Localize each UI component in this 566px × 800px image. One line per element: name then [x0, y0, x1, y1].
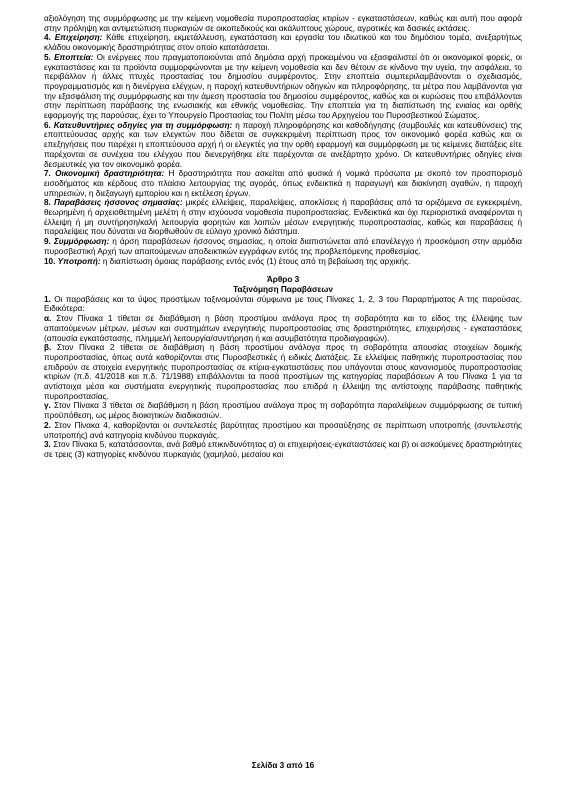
paragraph-number: 3. — [44, 440, 51, 450]
intro-paragraph: αξιολόγηση της συμμόρφωσης με την κείμενη νομοθεσία πυροπροστασίας κτιρίων - εγκαταστάσεων, καθώς και αυτή που αφορά στην πρόληψη και αντιμετώπιση πυρκαγιών σε οικοπεδικούς και ακάλυπτους χώρους, αγροτικές και δασικές εκτάσεις. — [44, 14, 522, 33]
definition-number: 9. — [44, 237, 51, 247]
definition-item — [44, 121, 522, 170]
definition-term: Οικονομική δραστηριότητα: — [55, 169, 165, 179]
article-title: Ταξινόμηση Παραβάσεων — [233, 284, 333, 294]
definition-number: 10. — [44, 256, 56, 266]
definition-text: μικρές ελλείψεις, παραλείψεις, αποκλίσεις ή παραβάσεις από τα οριζόμενα σε εγκεκριμένη, θεωρημένη ή αρχειοθετημένη μελέτη ή στην ισχύουσα νομοθεσία πυροπροστασίας. Ενδεικτικά και όχι περιοριστικά αναφέρονται η έλλειψη ή μη συντήρηση/καλή λειτουργία φορητών και λοιπών μέσων ενεργητικής πυροπροστασίας, καθώς και παραβάσεις ή παραλείψεις που δύναται να διορθωθούν σε εύλογο χρονικό διάστημα. — [44, 198, 523, 237]
item-text: Στον Πίνακα 2 τίθεται σε διαβάθμιση η βάση προστίμου ανάλογα προς τη σοβαρότητα απουσίας στοιχείων δομικής πυροπροστασίας, όπως αυτά καθορίζονται στις Πυροσβεστικές ή ειδικές Διατάξεις. Σε ελλείψεις παθητικής πυροπροστασίας που επιδρούν σε στοιχεία ενεργητικής πυροπροστασίας σε κτίρια-εγκαταστάσεις που υπάγονται στους κανονισμούς πυροπροστασίας κτιρίων (π.δ. 41/2018 και π.δ. 71/1988) επιβάλλονται τα ποσά προστίμων της κατηγορίας παραβάσεων Α του Πίνακα 1 για τα αντίστοιχα μέσα και συστήματα ενεργητικής πυροπροστασίας που επιδρά η έλλειψη της αντίστοιχης παράβασης παθητικής πυροπροστασίας. — [44, 343, 522, 401]
spacer — [44, 266, 522, 275]
definition-number: 6. — [44, 120, 51, 130]
definition-term: Υποτροπή: — [57, 256, 101, 266]
definition-text: Η δραστηριότητα που ασκείται από φυσικά ή νομικά πρόσωπα με σκοπό τον προσπορισμό εισοδήματος και κέρδους στο πλαίσιο λειτουργίας της αγοράς, όπως ενδεικτικά η παραγωγή και διακίνηση αγαθών, η παροχή υπηρεσιών, η διεξαγωγή εμπορίου και η εκτέλεση έργων. — [44, 169, 523, 198]
definition-term: Επιχείρηση: — [54, 33, 103, 43]
page-footer: Σελίδα 3 από 16 — [251, 761, 315, 770]
definition-number: 7. — [44, 169, 51, 179]
article-item — [44, 401, 522, 420]
paragraph-number: 1. — [44, 294, 51, 304]
article-number: Άρθρο 3 — [266, 275, 300, 285]
item-text: Στον Πίνακα 1 τίθεται σε διαβάθμιση η βάση προστίμου ανάλογα προς τη σοβαρότητα και το είδος της έλλειψης των απαιτούμενων μέτρων, μέσων και συστημάτων ενεργητικής πυροπροστασίας στις δραστηριότητες, επιχειρήσεις - εγκαταστάσεις (απουσία εγκατάστασης, πλημμελή λειτουργία/συντήρηση ή και ασυμβατότητα προδιαγραφών). — [44, 314, 522, 343]
definition-text: η διαπίστωση όμοιας παράβασης εντός ενός (1) έτους από τη βεβαίωση της αρχικής. — [100, 256, 411, 266]
item-letter: α. — [44, 314, 52, 324]
definition-item — [44, 169, 522, 198]
definition-item — [44, 257, 522, 267]
definition-term: Συμμόρφωση: — [53, 237, 110, 247]
definition-text: Οι ενέργειες που πραγματοποιούνται από δημόσια αρχή προκειμένου να εξασφαλιστεί ότι οι οικονομικοί φορείς, οι εγκαταστάσεις και τα προϊόντα συμμορφώνονται με την κείμενη νομοθεσία και δεν θέτουν σε κίνδυνο την υγεία, την ασφάλεια, το περιβάλλον ή άλλες πτυχές προστασίας του δημοσίου συμφέροντος. Στην εποπτεία συμπεριλαμβάνονται ο σχεδιασμός, προγραμματισμός και η διενέργεια ελέγχων, η παροχή κατευθυντήριων οδηγιών και πληροφόρησης, τα μέτρα που λαμβάνονται για την εξασφάλιση της συμμόρφωσης και την άμεση προστασία του δημοσίου συμφέροντος, καθώς και οι κυρώσεις που επιβάλλονται στην περίπτωση παράβασης της ενωσιακής και εθνικής νομοθεσίας. Την εποπτεία για τη διαπίστωση της ενιαίας και ορθής εφαρμογής της παρούσας, έχει το Υπουργείο Προστασίας του Πολίτη μέσω του Αρχηγείου του Πυροσβεστικού Σώματος. — [44, 52, 522, 121]
definition-term: Παραβάσεις ήσσονος σημασίας: — [54, 198, 183, 208]
article-item — [44, 343, 522, 401]
article-paragraph-1 — [44, 295, 522, 314]
item-text: Στον Πίνακα 3 τίθεται σε διαβάθμιση η βάση προστίμου ανάλογα προς τη σοβαρότητα παραλείψεων συμμόρφωσης σε τυπική προϋπόθεση, ως μέρος διοικητικών διαδικασιών. — [44, 401, 522, 421]
article-paragraph-2 — [44, 421, 522, 440]
definition-text: η άρση παραβάσεων ήσσονος σημασίας, η οποία διαπιστώνεται από επανέλεγχο ή προσκόμιση στην αρμόδια πυροσβεστική Αρχή των απαιτούμενων αποδεικτικών εγγράφων εντός της προβλεπόμενης προθεσμίας. — [44, 237, 522, 256]
definition-item — [44, 198, 522, 237]
article-item — [44, 314, 522, 343]
article-paragraph-3 — [44, 440, 522, 459]
definition-item — [44, 237, 522, 256]
definition-item — [44, 53, 522, 121]
paragraph-text: Στον Πίνακα 4, καθορίζονται οι συντελεστές βαρύτητας προστίμου και προσαύξησης σε περίπτωση υποτροπής (συντελεστής υποτροπής) ανά κατηγορία κινδύνου πυρκαγιάς. — [44, 420, 522, 440]
item-letter: β. — [44, 343, 52, 353]
definitions-list — [44, 33, 522, 266]
definition-number: 4. — [44, 33, 51, 43]
paragraph-number: 2. — [44, 420, 51, 430]
paragraph-text: Στον Πίνακα 5, κατατάσσονται, ανά βαθμό επικινδυνότητας α) οι επιχειρήσεις-εγκαταστάσεις και β) οι ασκούμενες δραστηριότητες σε τρεις (3) κατηγορίες κινδύνου πυρκαγιάς (χαμηλού, μεσαίου και — [44, 440, 522, 459]
definition-term: Εποπτεία: — [54, 52, 94, 62]
item-letter: γ. — [44, 401, 51, 411]
definition-number: 5. — [44, 52, 51, 62]
paragraph-text: Οι παραβάσεις και το ύψος προστίμων ταξινομούνται σύμφωνα με τους Πίνακες 1, 2, 3 του Παραρτήματος Α της παρούσας. Ειδικότερα: — [44, 294, 522, 314]
definition-number: 8. — [44, 198, 51, 208]
definition-item — [44, 33, 522, 52]
definition-term: Κατευθυντήριες οδηγίες για τη συμμόρφωση: — [53, 120, 233, 130]
definition-text: Κάθε επιχείρηση, εκμετάλλευση, εγκατάσταση και εργασία του ιδιωτικού και του δημόσιου τομέα, ανεξαρτήτως κλάδου οικονομικής δραστηριότητας στον οποίο κατατάσσεται. — [44, 33, 523, 53]
article-items-list — [44, 314, 522, 421]
definition-text: η παροχή πληροφόρησης και καθοδήγησης (συμβουλές και κατευθύνσεις) της εποπτεύουσας αρχής και των ελεγκτών που δίδεται σε συγκεκριμένη περίπτωση προς τον οικονομικό φορέα καθώς και οι επεξηγήσεις που παρέχει η εποπτεύουσα αρχή ή οι ελεγκτές για την ορθή εφαρμογή και συμμόρφωση με τις κείμενες διατάξεις είτε παρέχονται σε συνέχεια του ελέγχου που διενεργήθηκε είτε παρέχονται σε ανεξάρτητο χρόνο. Οι κατευθυντήριες οδηγίες είναι δεσμευτικές για τον οικονομικό φορέα. — [44, 120, 522, 169]
